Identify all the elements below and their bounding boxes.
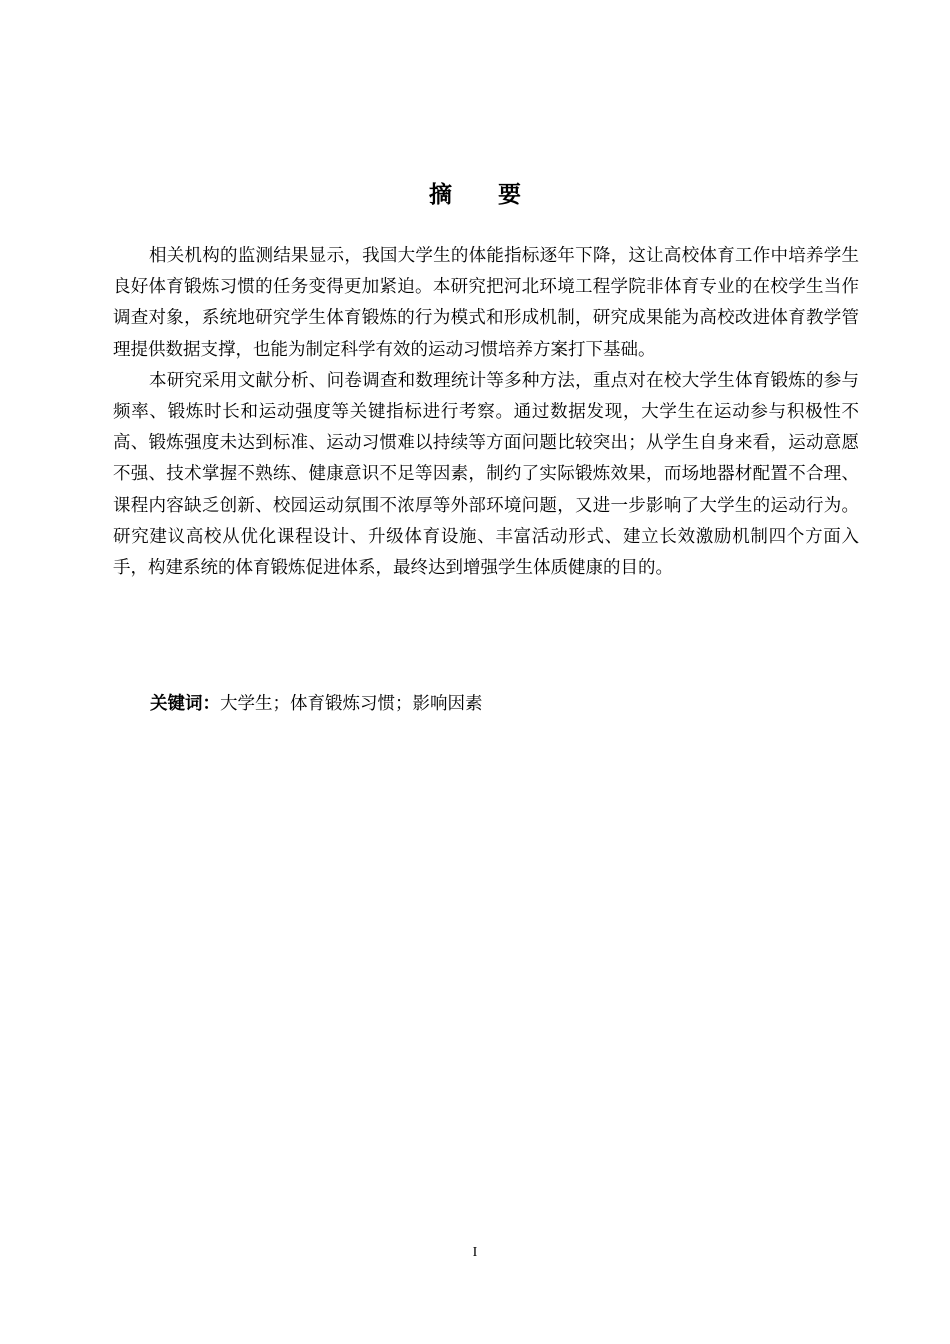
keywords-value: 大学生；体育锻炼习惯；影响因素 (220, 694, 483, 714)
abstract-title: 摘要 (429, 182, 567, 208)
keywords-label: 关键词： (150, 694, 220, 714)
keywords-line (150, 689, 850, 719)
abstract-body (113, 241, 859, 584)
page-number: I (472, 1245, 478, 1260)
abstract-paragraph-2: 本研究采用文献分析、问卷调查和数理统计等多种方法，重点对在校大学生体育锻炼的参与频率、锻炼时长和运动强度等关键指标进行考察。通过数据发现，大学生在运动参与积极性不高、锻炼强度未达到标准、运动习惯难以持续等方面问题比较突出；从学生自身来看，运动意愿不强、技术掌握不熟练、健康意识不足等因素，制约了实际锻炼效果，而场地器材配置不合理、课程内容缺乏创新、校园运动氛围不浓厚等外部环境问题，又进一步影响了大学生的运动行为。研究建议高校从优化课程设计、升级体育设施、丰富活动形式、建立长效激励机制四个方面入手，构建系统的体育锻炼促进体系，最终达到增强学生体质健康的目的。 (113, 370, 859, 579)
abstract-paragraph-1: 相关机构的监测结果显示，我国大学生的体能指标逐年下降，这让高校体育工作中培养学生良好体育锻炼习惯的任务变得更加紧迫。本研究把河北环境工程学院非体育专业的在校学生当作调查对象，系统地研究学生体育锻炼的行为模式和形成机制，研究成果能为高校改进体育教学管理提供数据支撑，也能为制定科学有效的运动习惯培养方案打下基础。 (113, 246, 859, 360)
